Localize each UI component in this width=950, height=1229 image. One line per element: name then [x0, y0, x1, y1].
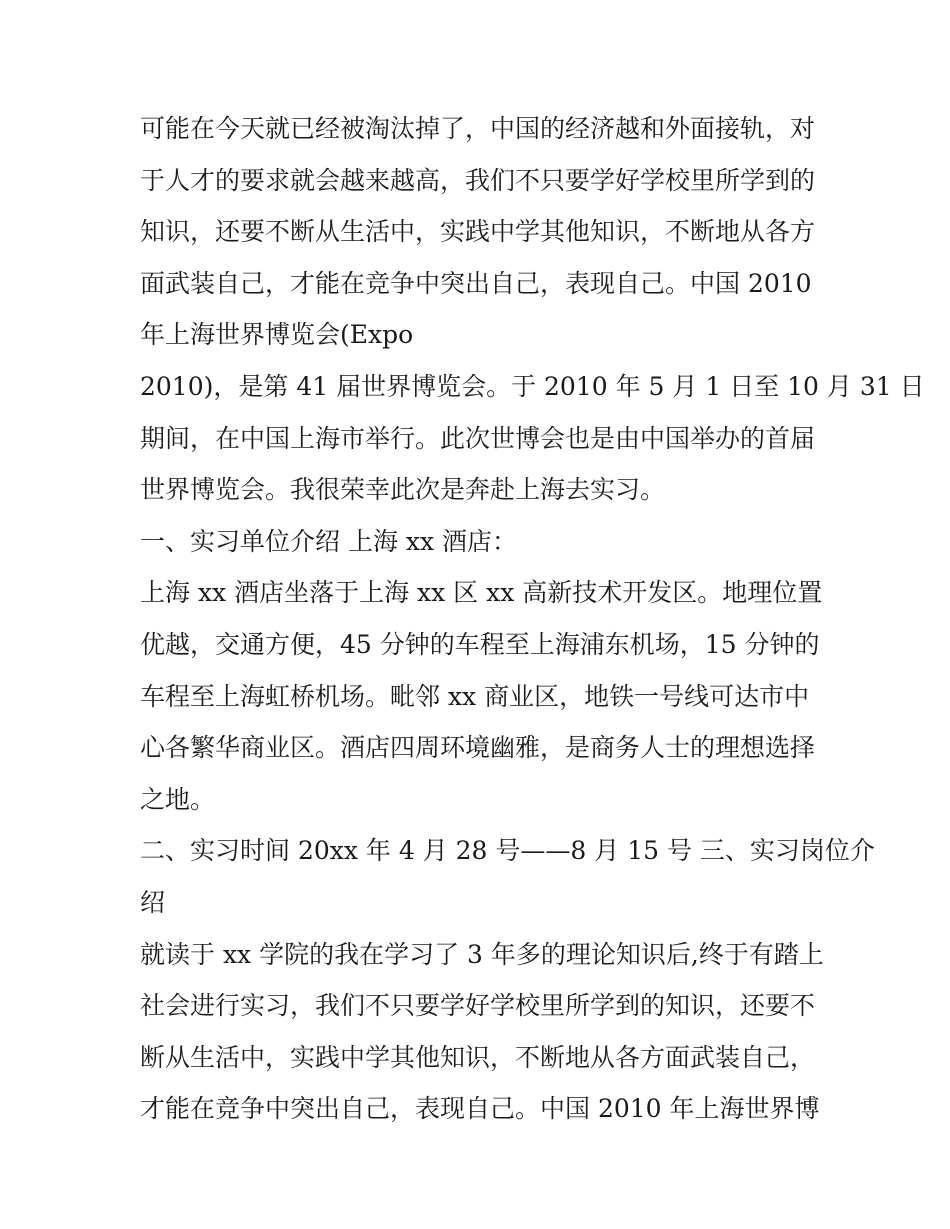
text-line: 2010)，是第 41 届世界博览会。于 2010 年 5 月 1 日至 10 月 31 日 — [140, 371, 925, 401]
text-line: 可能在今天就已经被淘汰掉了，中国的经济越和外面接轨，对 — [140, 114, 816, 143]
text-line: 断从生活中，实践中学其他知识，不断地从各方面武装自己， — [140, 1042, 816, 1072]
text-line: 车程至上海虹桥机场。毗邻 xx 商业区，地铁一号线可达市中 — [140, 681, 810, 711]
text-line: 知识，还要不断从生活中，实践中学其他知识，不断地从各方 — [140, 217, 816, 247]
section-heading: 二、实习时间 20xx 年 4 月 28 号——8 月 15 号 三、实习岗位介 — [140, 836, 875, 866]
text-line: 期间，在中国上海市举行。此次世博会也是由中国举办的首届 — [140, 423, 816, 453]
text-line: 就读于 xx 学院的我在学习了 3 年多的理论知识后,终于有踏上 — [140, 939, 824, 969]
text-line: 心各繁华商业区。酒店四周环境幽雅，是商务人士的理想选择 — [140, 733, 816, 763]
text-line: 绍 — [140, 887, 166, 917]
text-line: 社会进行实习，我们不只要学好学校里所学到的知识，还要不 — [140, 991, 816, 1021]
text-line: 年上海世界博览会(Expo — [140, 320, 414, 350]
text-line: 世界博览会。我很荣幸此次是奔赴上海去实习。 — [140, 475, 666, 505]
text-line: 上海 xx 酒店坐落于上海 xx 区 xx 高新技术开发区。地理位置 — [140, 578, 823, 608]
text-line: 之地。 — [140, 784, 216, 814]
section-heading: 一、实习单位介绍 上海 xx 酒店： — [140, 526, 518, 556]
text-line: 于人才的要求就会越来越高，我们不只要学好学校里所学到的 — [140, 165, 816, 195]
text-line: 优越，交通方便，45 分钟的车程至上海浦东机场，15 分钟的 — [140, 629, 820, 659]
text-line: 面武装自己，才能在竞争中突出自己，表现自己。中国 2010 — [140, 268, 812, 298]
text-line: 才能在竞争中突出自己，表现自己。中国 2010 年上海世界博 — [140, 1094, 820, 1124]
body-text — [140, 103, 925, 1135]
